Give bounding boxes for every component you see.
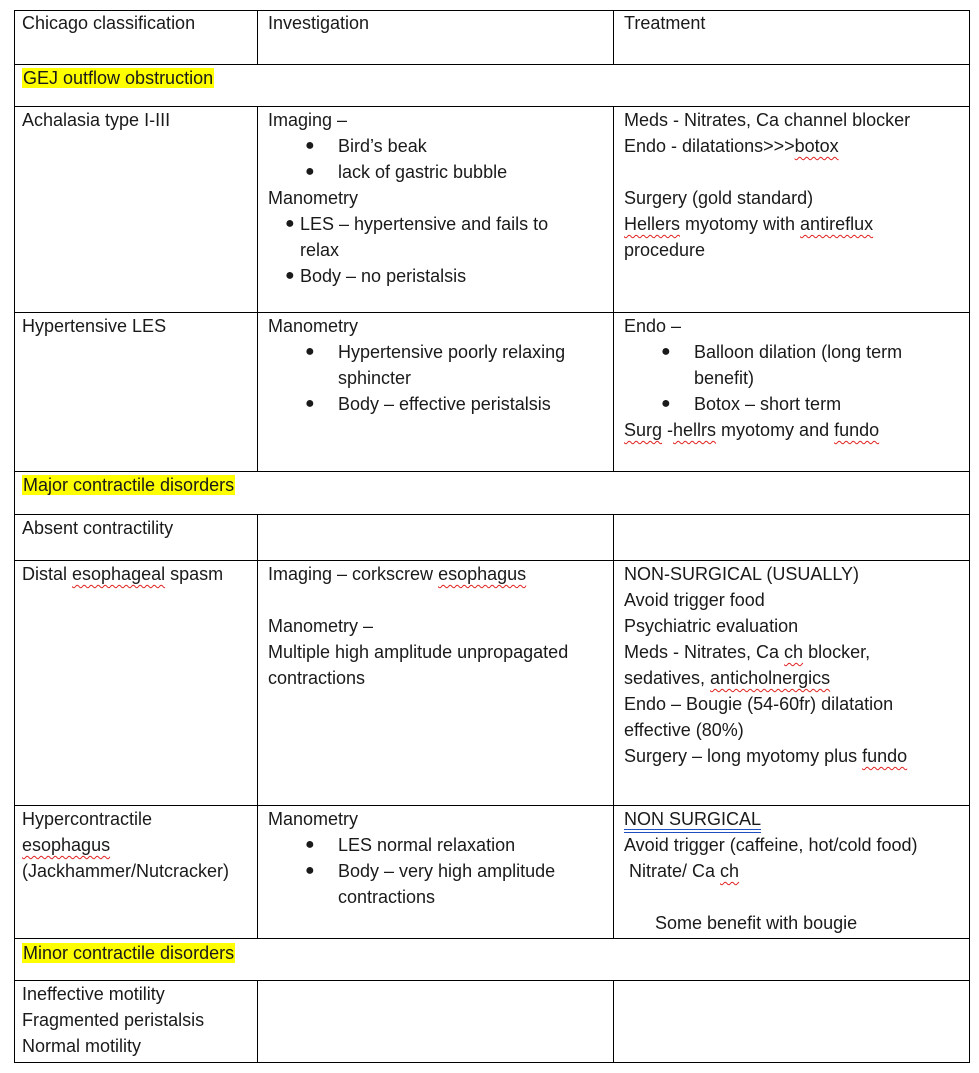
header-investigation: Investigation	[268, 13, 370, 33]
rule	[613, 514, 614, 938]
row-absent-name: Absent contractility	[22, 518, 174, 538]
row-hypercontractile-name: Hypercontractile esophagus (Jackhammer/Nutcracker)	[22, 809, 230, 881]
bullet-icon: ●	[305, 862, 315, 879]
bullet-icon: ●	[285, 215, 295, 232]
rule	[257, 106, 258, 471]
row-hyperles-name: Hypertensive LES	[22, 316, 167, 336]
rule	[613, 106, 614, 471]
rule	[613, 10, 614, 64]
bullet-icon: ●	[661, 343, 671, 360]
bullet-icon: ●	[305, 395, 315, 412]
bullet-icon: ●	[305, 836, 315, 853]
section-gej: GEJ outflow obstruction	[23, 68, 214, 88]
rule	[257, 514, 258, 938]
rule	[14, 10, 15, 1063]
rule	[613, 980, 614, 1062]
row-des-treatment: NON-SURGICAL (USUALLY) Avoid trigger food Psychiatric evaluation Meds - Nitrates, Ca ch blocker, sedatives, anticholnergics Endo – Bougie (54-60fr) dilatation effective (80%) Surgery – long myotomy plus fundo	[624, 564, 908, 766]
section-major: Major contractile disorders	[23, 475, 235, 495]
row-achalasia-name: Achalasia type I-III	[22, 110, 171, 130]
rule	[257, 10, 258, 64]
row-minor-name: Ineffective motility Fragmented peristalsis Normal motility	[22, 984, 205, 1056]
row-hypercontractile-treatment: NON SURGICAL Avoid trigger (caffeine, hot/cold food) Nitrate/ Ca ch Some benefit with bougie	[624, 809, 918, 933]
header-treatment: Treatment	[624, 13, 706, 33]
row-hypercontractile-investigation: Manometry ● LES normal relaxation ● Body – very high amplitude contractions	[268, 809, 556, 907]
row-achalasia-investigation: Imaging – ● Bird’s beak ● lack of gastric bubble Manometry ● LES – hypertensive and fails to relax ● Body – no peristalsis	[268, 107, 548, 289]
rule	[14, 938, 970, 939]
row-hyperles-treatment: Endo – ● Balloon dilation (long term benefit) ● Botox – short term Surg -hellrs myotomy and fundo	[624, 316, 903, 440]
bullet-icon: ●	[305, 137, 315, 154]
row-des-name: Distal esophageal spasm	[22, 564, 224, 584]
bullet-icon: ●	[305, 343, 315, 360]
row-des-investigation: Imaging – corkscrew esophagus Manometry – Multiple high amplitude unpropagated contractions	[268, 564, 569, 688]
header-classification: Chicago classification	[22, 13, 196, 33]
bullet-icon: ●	[661, 395, 671, 412]
bullet-icon: ●	[285, 267, 295, 284]
rule	[969, 10, 970, 1063]
rule	[14, 1062, 970, 1063]
row-hyperles-investigation: Manometry ● Hypertensive poorly relaxing sphincter ● Body – effective peristalsis	[268, 313, 565, 417]
row-achalasia-treatment: Meds - Nitrates, Ca channel blocker Endo - dilatations>>>botox Surgery (gold standard) Hellers myotomy with antireflux procedure	[624, 110, 911, 260]
section-minor: Minor contractile disorders	[23, 943, 235, 963]
bullet-icon: ●	[305, 163, 315, 180]
rule	[257, 980, 258, 1062]
